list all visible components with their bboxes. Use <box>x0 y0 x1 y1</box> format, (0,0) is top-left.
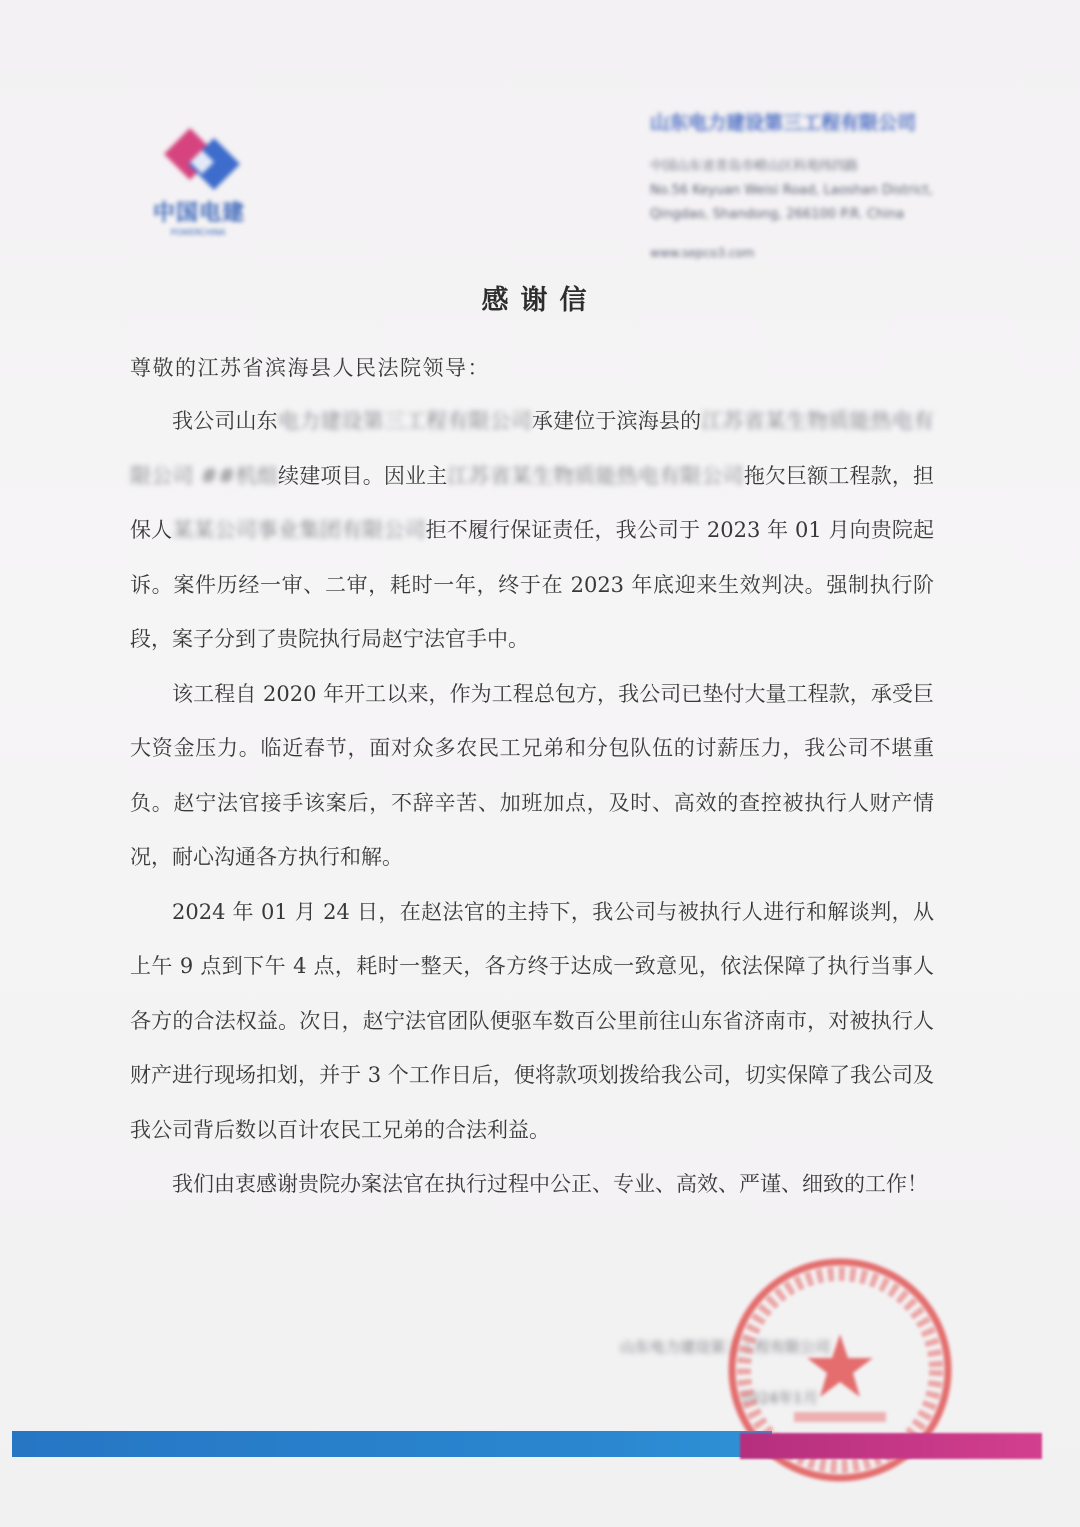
letter-salutation: 尊敬的江苏省滨海县人民法院领导： <box>130 356 490 380</box>
footer-pink-bar <box>740 1433 1042 1459</box>
letter-paragraph <box>130 394 934 667</box>
letterhead-info <box>650 108 940 260</box>
letter-body <box>130 394 934 1212</box>
redacted-text: 某某公司事业集团有限公司 <box>172 518 426 542</box>
letterhead-website: www.sepco3.com <box>650 246 755 260</box>
letter-paragraph <box>130 885 934 1158</box>
paragraph-text: 我公司山东 <box>172 409 278 433</box>
signature-company: 山东电力建设第三工程有限公司 <box>620 1338 831 1356</box>
letter-title: 感谢信 <box>481 285 599 316</box>
paragraph-text: 续建项目。因业主 <box>278 463 448 488</box>
paragraph-text: 拒不履行保证责任，我公司于 2023 年 01 月向贵院起诉。案件历经一审、二审，耗时一年，终于在 2023 年底迎来生效判决。强制执行阶段，案子分到了贵院执行局赵宁法官手中。 <box>130 518 934 651</box>
letter-paragraph <box>130 667 934 885</box>
letterhead-address-line: Qingdao, Shandong, 266100 P.R. China <box>650 207 905 222</box>
redacted-text: 江苏省某生物质能热电有限公司 ##机组 <box>130 409 935 488</box>
letter-paragraph <box>130 1157 934 1212</box>
paragraph-text: 我们由衷感谢贵院办案法官在执行过程中公正、专业、高效、严谨、细致的工作！ <box>172 1172 928 1196</box>
paragraph-text: 承建位于滨海县的 <box>531 409 702 433</box>
logo-text: 中国电建 <box>152 201 245 226</box>
letterhead-address-line: 中国山东省青岛市崂山区科苑纬四路 <box>650 159 859 174</box>
paragraph-text: 该工程自 2020 年开工以来，作为工程总包方，我公司已垫付大量工程款，承受巨大资金压力。临近春节，面对众多农民工兄弟和分包队伍的讨薪压力，我公司不堪重负。赵宁法官接手该案后，不辞辛苦、加班加点，及时、高效的查控被执行人财产情况，耐心沟通各方执行和解。 <box>130 681 934 869</box>
signature-date: 2024年1月 <box>740 1389 818 1407</box>
footer-blue-bar <box>12 1431 772 1457</box>
redacted-text: 电力建设第三工程有限公司 <box>277 409 532 433</box>
company-logo <box>140 118 258 248</box>
paragraph-text: 2024 年 01 月 24 日，在赵法官的主持下，我公司与被执行人进行和解谈判，从上午 9 点到下午 4 点，耗时一整天，各方终于达成一致意见，依法保障了执行当事人各方的合法权益。次日，赵宁法官团队便驱车数百公里前往山东省济南市，对被执行人财产进行现场扣划，并于 3 个工作日后，便将款项划拨给我公司，切实保障了我公司及我公司背后数以百计农民工兄弟的合法利益。 <box>130 899 934 1142</box>
logo-subtext: POWERCHINA <box>170 228 226 237</box>
letterhead-address-line: No.56 Keyuan Weisi Road, Laoshan District, <box>650 183 933 198</box>
redacted-text: 江苏省某生物质能热电有限公司 <box>447 463 744 488</box>
logo-mark-icon <box>162 126 242 192</box>
paragraph-text: 拖欠巨额工程款，担保人 <box>130 463 935 542</box>
letterhead-company-name: 山东电力建设第三工程有限公司 <box>650 112 917 134</box>
